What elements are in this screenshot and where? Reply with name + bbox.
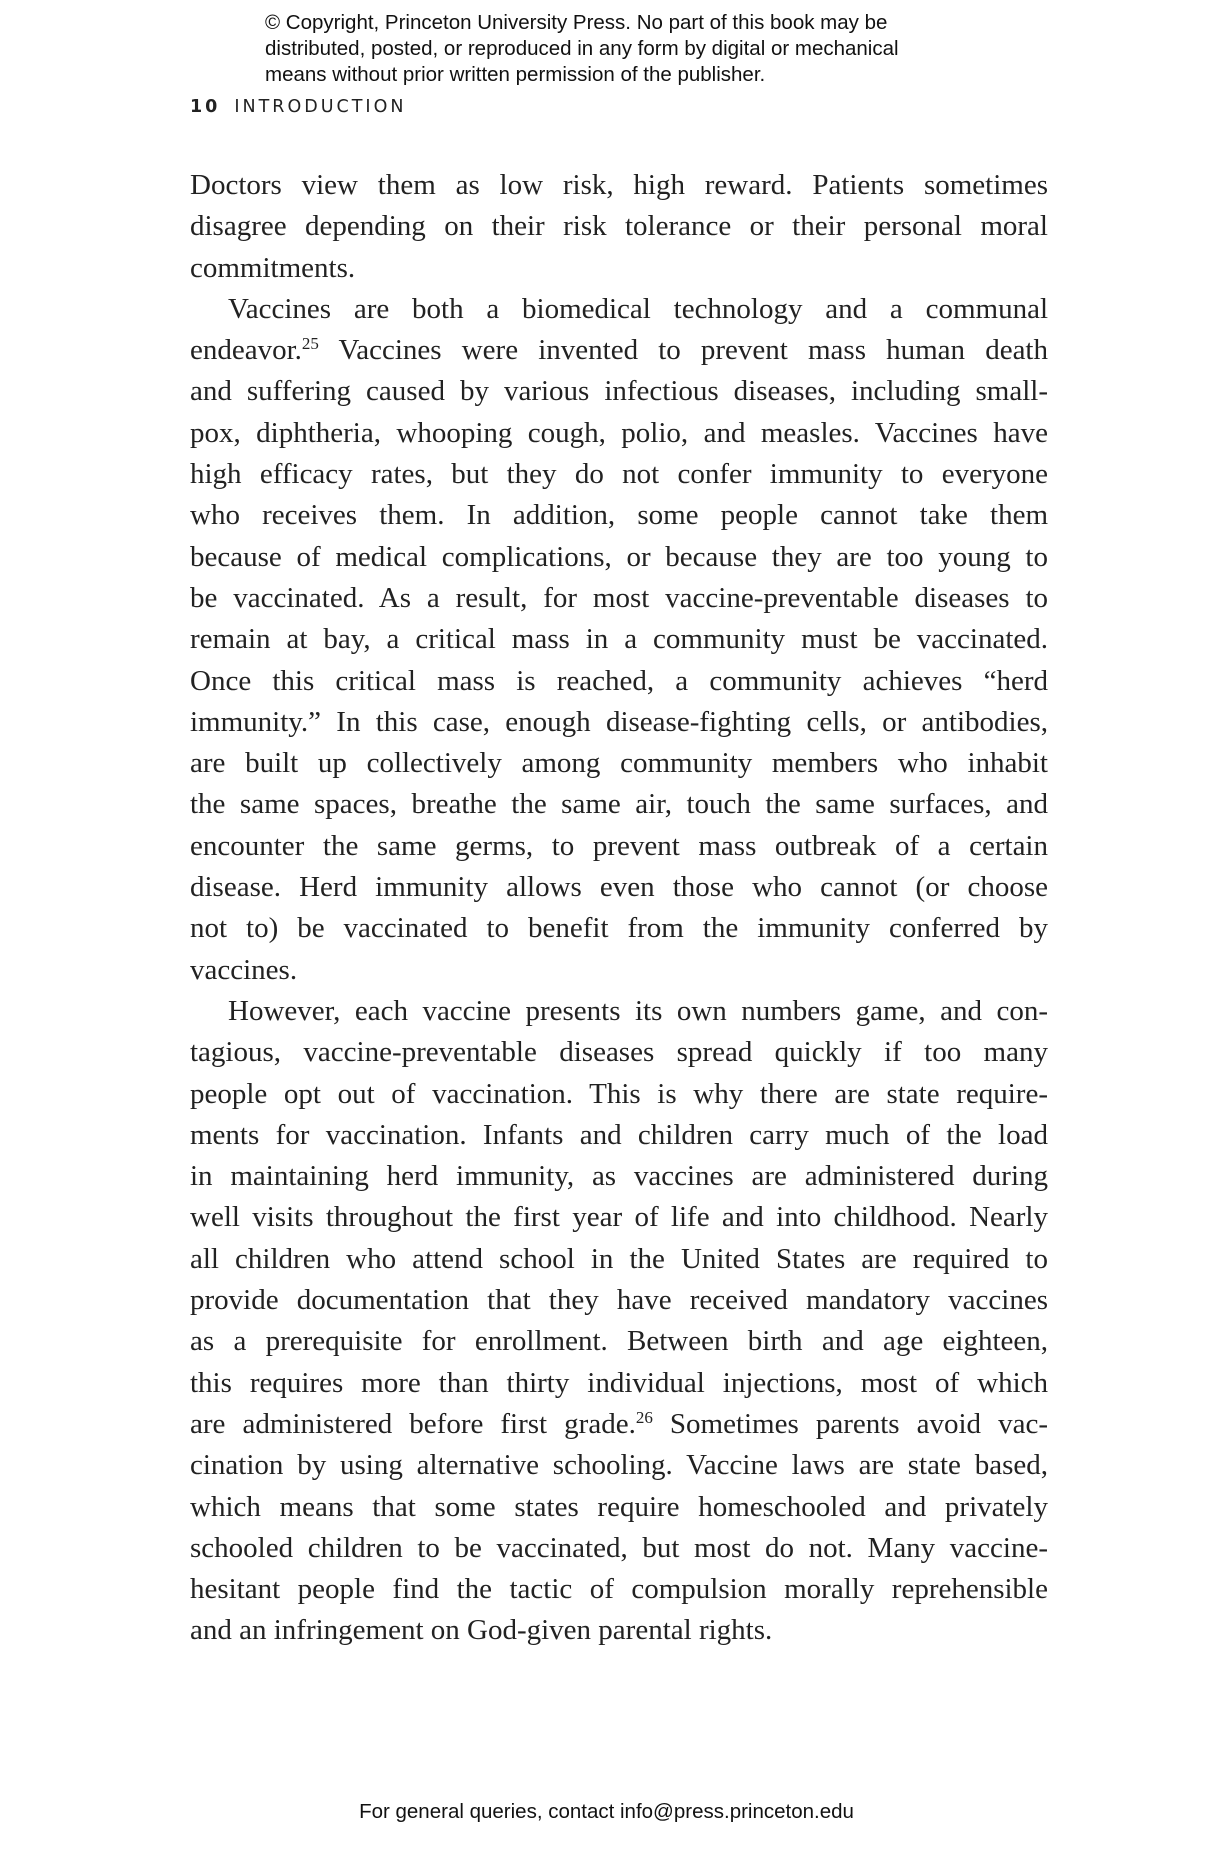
text-line: encounter the same germs, to prevent mass outbreak of a certain	[190, 829, 1048, 862]
text-line: immunity.” In this case, enough disease-fighting cells, or antibodies,	[190, 705, 1048, 738]
text-line: provide documentation that they have received mandatory vaccines	[190, 1284, 1048, 1317]
text-line: the same spaces, breathe the same air, touch the same surfaces, and	[190, 788, 1048, 821]
copyright-line: means without prior written permission of the publisher.	[265, 63, 766, 86]
text-line: Doctors view them as low risk, high reward. Patients sometimes	[190, 169, 1048, 201]
text-line: Vaccines are both a biomedical technology and a communal	[228, 292, 1048, 325]
text-line	[190, 1404, 1048, 1445]
text-line: be vaccinated. As a result, for most vaccine-preventable diseases to	[190, 581, 1048, 614]
text-line: pox, diphtheria, whooping cough, polio, and measles. Vaccines have	[190, 416, 1048, 449]
text-line: are built up collectively among community members who inhabit	[190, 747, 1048, 780]
body-text	[190, 165, 1048, 1652]
text-fragment: endeavor.	[190, 334, 302, 367]
text-line: tagious, vaccine-preventable diseases spread quickly if too many	[190, 1036, 1048, 1069]
text-line: this requires more than thirty individual injections, most of which	[190, 1366, 1048, 1399]
footnote-marker: 25	[301, 334, 319, 354]
text-line: ments for vaccination. Infants and children carry much of the load	[190, 1118, 1048, 1151]
text-fragment: Vaccines were invented to prevent mass human death	[318, 334, 1048, 367]
text-line: people opt out of vaccination. This is why there are state require-	[190, 1077, 1048, 1110]
footer-contact: For general queries, contact info@press.princeton.edu	[359, 1800, 854, 1823]
text-line	[190, 330, 1048, 371]
text-line: all children who attend school in the United States are required to	[190, 1242, 1048, 1275]
text-line: and an infringement on God-given parental rights.	[190, 1614, 773, 1647]
text-line: Once this critical mass is reached, a community achieves “herd	[190, 664, 1048, 697]
copyright-line: © Copyright, Princeton University Press. No part of this book may be	[265, 11, 888, 34]
page-number: 10	[190, 97, 221, 117]
text-line: in maintaining herd immunity, as vaccines are administered during	[190, 1160, 1048, 1193]
text-line: disagree depending on their risk tolerance or their personal moral	[190, 210, 1048, 243]
footnote-marker: 26	[635, 1407, 653, 1427]
text-line: remain at bay, a critical mass in a community must be vaccinated.	[190, 623, 1048, 656]
text-line: because of medical complications, or because they are too young to	[190, 540, 1048, 573]
chapter-title: INTRODUCTION	[234, 97, 407, 117]
text-fragment: are administered before first grade.	[190, 1407, 636, 1440]
text-line: cination by using alternative schooling. Vaccine laws are state based,	[190, 1449, 1048, 1482]
text-line: high efficacy rates, but they do not confer immunity to everyone	[190, 458, 1048, 491]
text-line: hesitant people find the tactic of compulsion morally reprehensible	[190, 1573, 1048, 1606]
footer	[0, 1800, 1225, 1824]
text-line: as a prerequisite for enrollment. Between birth and age eighteen,	[190, 1325, 1048, 1358]
text-line: and suffering caused by various infectious diseases, including small-	[190, 375, 1048, 408]
text-line: not to) be vaccinated to benefit from the immunity conferred by	[190, 912, 1048, 945]
text-line: commitments.	[190, 251, 356, 284]
copyright-line: distributed, posted, or reproduced in any form by digital or mechanical	[265, 37, 899, 60]
text-line: well visits throughout the first year of life and into childhood. Nearly	[190, 1201, 1048, 1234]
copyright-notice	[265, 10, 1025, 88]
text-line: who receives them. In addition, some people cannot take them	[190, 499, 1048, 532]
text-line: schooled children to be vaccinated, but most do not. Many vaccine-	[190, 1531, 1048, 1564]
text-fragment: Sometimes parents avoid vac-	[652, 1407, 1048, 1440]
text-line: disease. Herd immunity allows even those who cannot (or choose	[190, 871, 1048, 904]
running-head	[190, 97, 406, 117]
text-line: which means that some states require homeschooled and privately	[190, 1490, 1048, 1523]
text-line: However, each vaccine presents its own numbers game, and con-	[228, 994, 1048, 1027]
text-line: vaccines.	[190, 953, 298, 986]
